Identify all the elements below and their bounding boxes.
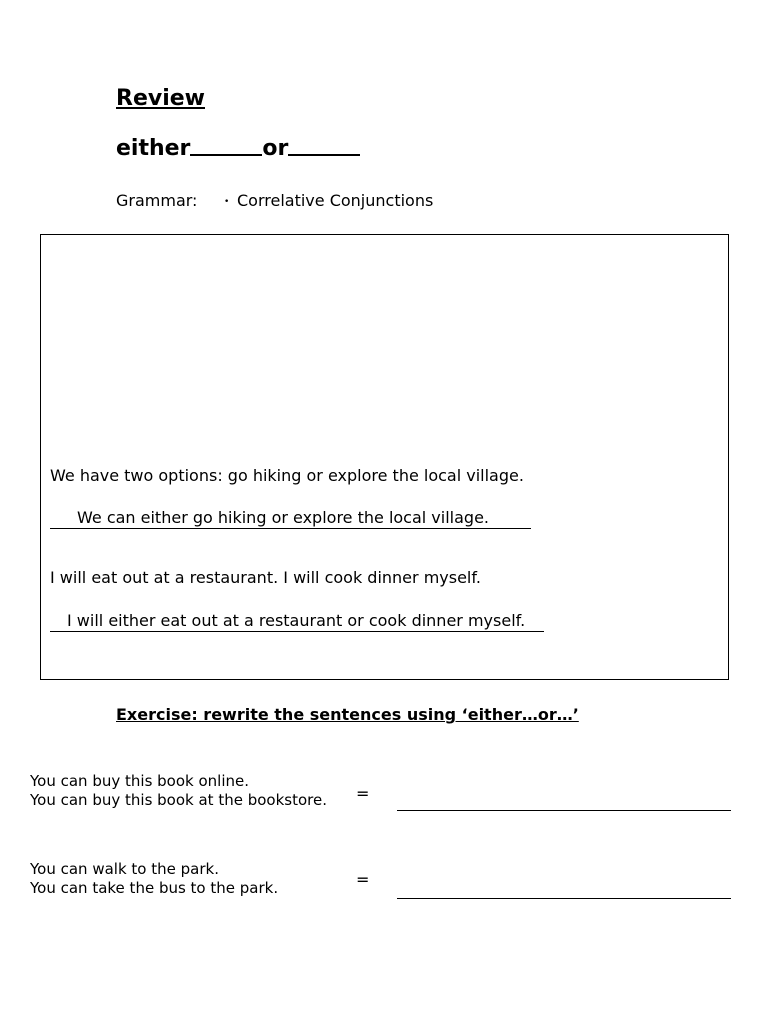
- answer-line-1[interactable]: [397, 810, 731, 811]
- pattern-word-or: or: [262, 136, 289, 161]
- page-title: Review: [116, 86, 205, 111]
- pattern-blank-2: [288, 134, 360, 156]
- pattern-blank-1: [190, 134, 262, 156]
- grammar-topic: [224, 191, 433, 210]
- exercise-title: Exercise: rewrite the sentences using ‘either…or…’: [116, 705, 579, 724]
- example-answer-1-text: We can either go hiking or explore the local village.: [77, 508, 489, 527]
- grammar-label: Grammar:: [116, 191, 198, 210]
- exercise-1-line-2: You can buy this book at the bookstore.: [30, 791, 327, 809]
- grammar-topic-text: Correlative Conjunctions: [237, 191, 434, 210]
- example-answer-2: [50, 611, 544, 632]
- pattern-word-either: either: [116, 136, 191, 161]
- exercise-2-line-2: You can take the bus to the park.: [30, 879, 279, 897]
- bullet-icon: •: [224, 197, 230, 207]
- exercise-question-2: [30, 860, 278, 898]
- pattern-heading: [116, 134, 360, 161]
- answer-line-2[interactable]: [397, 898, 731, 899]
- example-sentence-2: I will eat out at a restaurant. I will cook dinner myself.: [50, 568, 481, 587]
- exercise-2-line-1: You can walk to the park.: [30, 860, 219, 878]
- example-answer-1: [50, 508, 531, 529]
- exercise-1-line-1: You can buy this book online.: [30, 772, 250, 790]
- equals-sign-1: =: [356, 784, 370, 803]
- exercise-question-1: [30, 772, 327, 810]
- example-sentence-1: We have two options: go hiking or explore the local village.: [50, 466, 524, 485]
- example-answer-2-text: I will either eat out at a restaurant or cook dinner myself.: [67, 611, 526, 630]
- equals-sign-2: =: [356, 870, 370, 889]
